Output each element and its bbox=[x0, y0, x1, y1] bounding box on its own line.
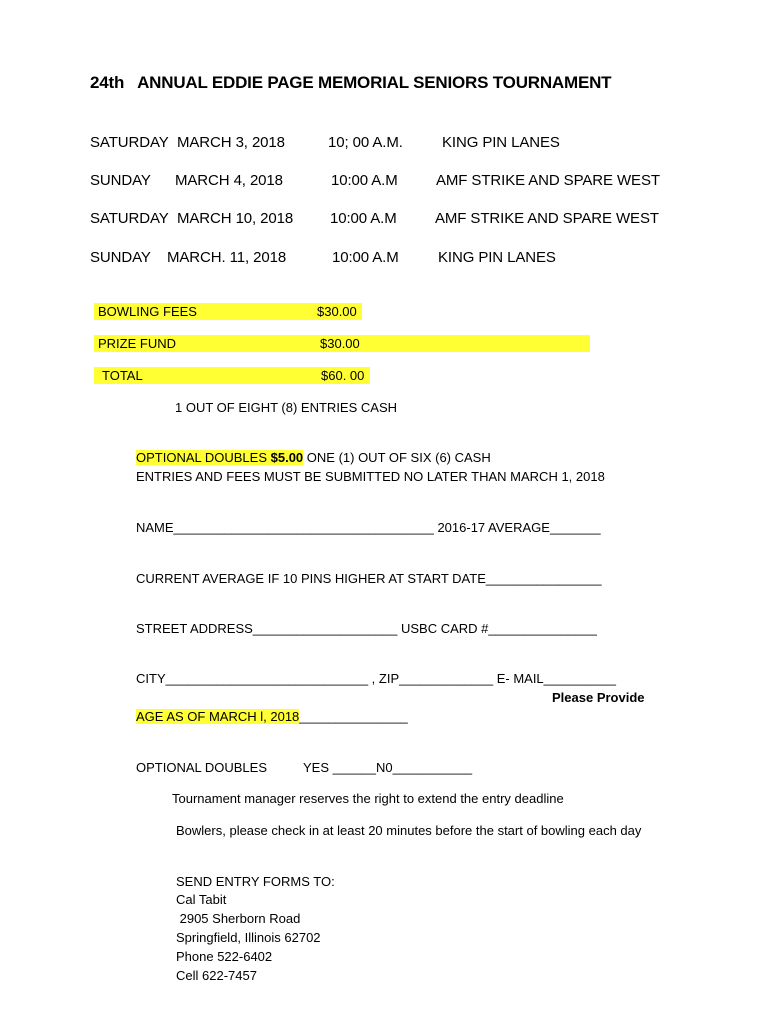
schedule-day: SATURDAY bbox=[90, 134, 169, 151]
fee-label: TOTAL bbox=[102, 368, 143, 383]
schedule-venue: KING PIN LANES bbox=[438, 249, 556, 266]
document-title: 24th ANNUAL EDDIE PAGE MEMORIAL SENIORS TOURNAMENT bbox=[90, 73, 612, 92]
cash-note: 1 OUT OF EIGHT (8) ENTRIES CASH bbox=[175, 400, 397, 415]
optional-doubles-form-label: OPTIONAL DOUBLES bbox=[136, 760, 267, 775]
name-average-field[interactable]: NAME____________________________________ 2016-17 AVERAGE_______ bbox=[136, 520, 601, 535]
age-blank[interactable]: _______________ bbox=[299, 709, 408, 724]
schedule-date: MARCH 4, 2018 bbox=[175, 172, 283, 189]
schedule-time: 10:00 A.M bbox=[331, 172, 398, 189]
optional-doubles-rest: ONE (1) OUT OF SIX (6) CASH bbox=[303, 450, 491, 465]
age-label: AGE AS OF MARCH l, 2018 bbox=[136, 709, 300, 724]
please-provide-note: Please Provide bbox=[552, 690, 645, 705]
optional-doubles-line bbox=[136, 450, 491, 465]
optional-doubles-label: OPTIONAL DOUBLES bbox=[136, 450, 267, 465]
checkin-note: Bowlers, please check in at least 20 minutes before the start of bowling each day bbox=[176, 823, 642, 838]
fee-amount: $30.00 bbox=[320, 336, 360, 351]
schedule-time: 10; 00 A.M. bbox=[328, 134, 403, 151]
schedule-venue: AMF STRIKE AND SPARE WEST bbox=[435, 210, 659, 227]
fee-amount: $60. 00 bbox=[321, 368, 365, 383]
deadline-note: ENTRIES AND FEES MUST BE SUBMITTED NO LATER THAN MARCH 1, 2018 bbox=[136, 469, 605, 484]
send-to-phone: Phone 522-6402 bbox=[176, 949, 273, 964]
schedule-venue: KING PIN LANES bbox=[442, 134, 560, 151]
age-field[interactable] bbox=[136, 709, 408, 724]
schedule-date: MARCH 10, 2018 bbox=[177, 210, 294, 227]
schedule-date: MARCH. 11, 2018 bbox=[167, 249, 287, 266]
current-average-field[interactable]: CURRENT AVERAGE IF 10 PINS HIGHER AT START DATE________________ bbox=[136, 571, 602, 586]
street-usbc-field[interactable]: STREET ADDRESS____________________ USBC CARD #_______________ bbox=[136, 621, 597, 636]
schedule-time: 10:00 A.M bbox=[332, 249, 399, 266]
send-to-cell: Cell 622-7457 bbox=[176, 968, 257, 983]
fee-label: BOWLING FEES bbox=[98, 304, 197, 319]
schedule-day: SUNDAY bbox=[90, 172, 151, 189]
schedule-time: 10:00 A.M bbox=[330, 210, 397, 227]
schedule-venue: AMF STRIKE AND SPARE WEST bbox=[436, 172, 660, 189]
city-zip-email-field[interactable]: CITY____________________________ , ZIP_____________ E- MAIL__________ bbox=[136, 671, 616, 686]
send-to-city: Springfield, Illinois 62702 bbox=[176, 930, 321, 945]
fee-amount: $30.00 bbox=[317, 304, 357, 319]
fee-label: PRIZE FUND bbox=[98, 336, 176, 351]
optional-doubles-fee: $5.00 bbox=[270, 450, 304, 465]
send-to-name: Cal Tabit bbox=[176, 892, 227, 907]
schedule-date: MARCH 3, 2018 bbox=[177, 134, 285, 151]
schedule-day: SATURDAY bbox=[90, 210, 169, 227]
extend-deadline-note: Tournament manager reserves the right to extend the entry deadline bbox=[172, 791, 564, 806]
doubles-yes-no-field[interactable]: YES ______N0___________ bbox=[303, 760, 473, 775]
send-to-street: 2905 Sherborn Road bbox=[176, 911, 301, 926]
send-to-heading: SEND ENTRY FORMS TO: bbox=[176, 874, 335, 889]
schedule-day: SUNDAY bbox=[90, 249, 151, 266]
